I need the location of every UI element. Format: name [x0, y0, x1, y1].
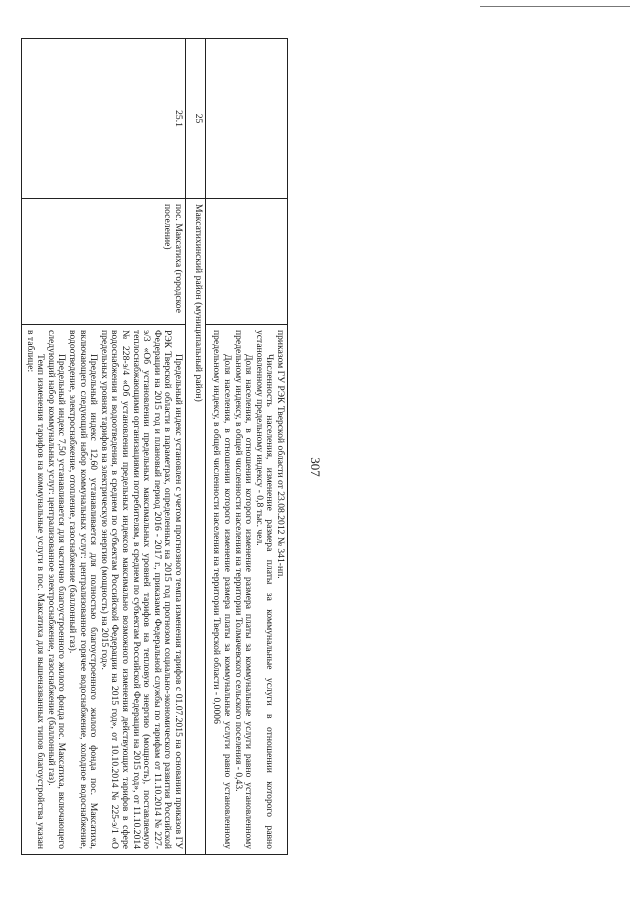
settlement-cell — [206, 199, 288, 325]
paragraph: Доля населения, в отношении которого изменение размера платы за коммунальные услуги равно установленному предельному индексу, в общей численности населения на территории Тверской области - 0,0006 — [211, 330, 234, 849]
page-number: 307 — [308, 457, 323, 477]
paragraph: Доля населения, в отношении которого изменение размера платы за коммунальные услуги равно установленному предельному индексу, в общей численности населения на территории Толмачевского сельского поселения - 0,43. — [232, 330, 255, 849]
paragraph: Предельный индекс установлен с учетом прогнозного темпа изменения тарифов с 01.07.2015 на основании приказов ГУ РЭК Тверской области в параметрах, определенных на 2015 год прогнозом социально-экономического развития Российской Федерации на 2015 год и плановый период 2016 - 2017 г., приказами Федеральной службы по тарифам от 11.10.2014 № 227-э/3 «Об установлении предельных максимальных уровней тарифов на тепловую энергию (мощность), поставляемую теплоснабжающими организациями потребителям, в среднем по субъектам Российской Федерации на 2015 год», от 11.10.2014 № 228-э/4 «Об установлении предельных индексов максимально возможного изменения действующих тарифов в сфере водоснабжения и водоотведения, в среднем по субъектам Российской Федерации на 2015 год», от 10.10.2014 № 225-э/1 «О предельных уровнях тарифов на электрическую энергию (мощность) на 2015 год». — [98, 330, 184, 849]
tariff-table — [21, 38, 288, 855]
description-cell — [22, 325, 186, 855]
paragraph: Численность населения, изменение размера платы за коммунальные услуги в отношении которого равно установленному предельному индексу - 0,8 тыс. чел. — [253, 330, 276, 849]
paragraph: Предельный индекс 12,60 устанавливается для полностью благоустроенного жилого фонда пос. Максатиха, включающего следующий набор коммунальных услуг: централизованное горячее водоснабжение, холодное водоснабжение, водоотведение, электроснабжение, отопление, газоснабжение (баллонный газ). — [67, 330, 100, 849]
row-number: 25 — [186, 39, 206, 199]
description-cell — [206, 325, 288, 855]
region-heading: Максатихинский район (муниципальный район) — [186, 199, 206, 855]
table-row — [186, 39, 206, 855]
table-row — [22, 39, 186, 855]
row-number: 25.1 — [22, 39, 186, 199]
settlement-cell: пос. Максатиха (городское поселение) — [22, 199, 186, 325]
row-number — [206, 39, 288, 199]
paragraph: Темп изменения тарифов на коммунальные услуги в пос. Максатиха для вышеназванных типов благоустройства указан в таблице: — [24, 330, 47, 849]
paragraph: приказом ГУ РЭК Тверской области от 23.08.2012 № 341-нп. — [275, 330, 286, 579]
paragraph: Предельный индекс 7,50 устанавливается для частично благоустроенного жилого фонда пос. Максатиха, включающего следующий набор коммунальных услуг: централизованное электроснабжение, газоснабжение (баллонный газ). — [45, 330, 68, 849]
table-row — [206, 39, 288, 855]
